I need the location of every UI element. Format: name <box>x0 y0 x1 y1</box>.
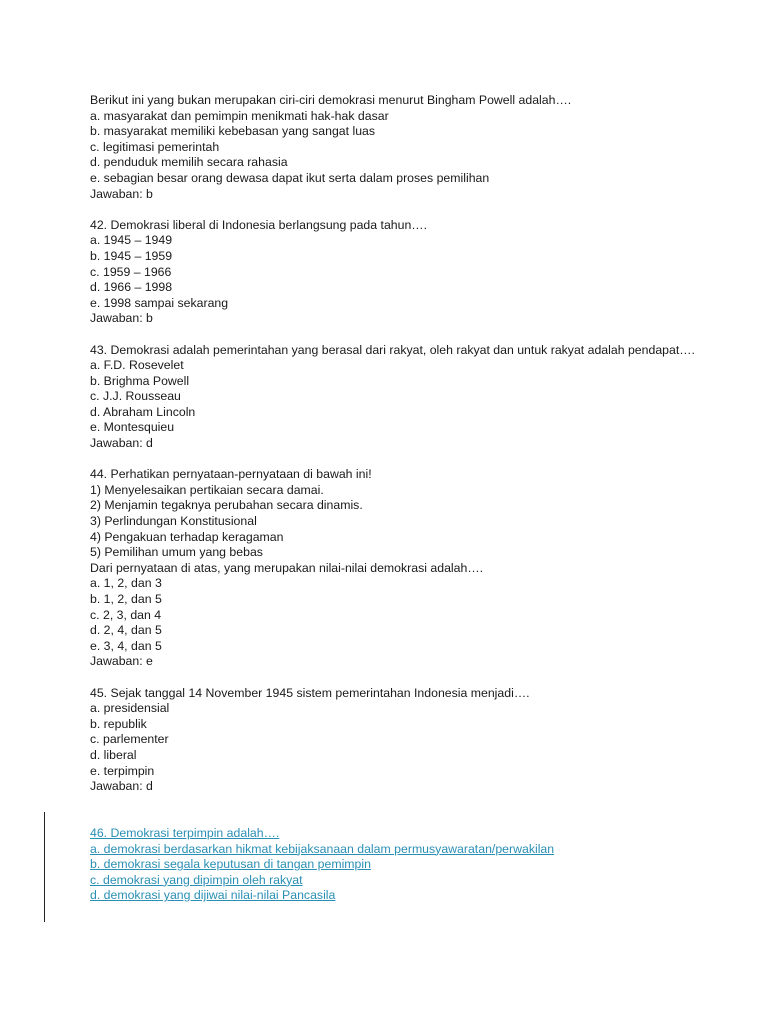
statement-3: 3) Perlindungan Konstitusional <box>90 514 257 529</box>
question-block-44 <box>90 467 730 670</box>
question-block-46 <box>90 826 730 904</box>
option-e: e. sebagian besar orang dewasa dapat ikut serta dalam proses pemilihan <box>90 170 490 185</box>
option-d: d. liberal <box>90 747 137 762</box>
option-a-link[interactable]: a. demokrasi berdasarkan hikmat kebijaksanaan dalam permusyawaratan/perwakilan <box>90 841 555 856</box>
option-c: c. legitimasi pemerintah <box>90 139 220 154</box>
option-e: e. Montesquieu <box>90 420 175 435</box>
option-b: b. 1, 2, dan 5 <box>90 592 162 606</box>
option-c: c. parlementer <box>90 732 169 747</box>
option-e: e. 1998 sampai sekarang <box>90 295 229 310</box>
option-d-link[interactable]: d. demokrasi yang dijiwai nilai-nilai Pancasila <box>90 888 336 903</box>
question-text: 44. Perhatikan pernyataan-pernyataan di bawah ini! <box>90 467 372 482</box>
question-text: 45. Sejak tanggal 14 November 1945 sistem pemerintahan Indonesia menjadi…. <box>90 685 530 700</box>
option-e: e. terpimpin <box>90 763 155 778</box>
option-c: c. J.J. Rousseau <box>90 389 181 404</box>
option-b-link[interactable]: b. demokrasi segala keputusan di tangan pemimpin <box>90 857 371 872</box>
option-d: d. 2, 4, dan 5 <box>90 623 162 638</box>
margin-line <box>44 812 45 922</box>
answer: Jawaban: b <box>90 186 153 201</box>
answer: Jawaban: e <box>90 654 153 669</box>
option-c: c. 2, 3, dan 4 <box>90 607 162 622</box>
option-b: b. 1945 – 1959 <box>90 248 173 263</box>
document-page <box>90 93 730 904</box>
option-a: a. 1, 2, dan 3 <box>90 576 162 591</box>
option-c-link[interactable]: c. demokrasi yang dipimpin oleh rakyat <box>90 872 303 887</box>
option-a: a. 1945 – 1949 <box>90 233 173 248</box>
option-a: a. presidensial <box>90 701 170 716</box>
question-text: 43. Demokrasi adalah pemerintahan yang berasal dari rakyat, oleh rakyat dan untuk rakyat adalah pendapat…. <box>90 342 695 357</box>
option-d: d. Abraham Lincoln <box>90 404 196 419</box>
answer: Jawaban: b <box>90 311 153 326</box>
question-text: 42. Demokrasi liberal di Indonesia berlangsung pada tahun…. <box>90 217 428 232</box>
question-block-43 <box>90 343 730 452</box>
option-e: e. 3, 4, dan 5 <box>90 638 162 653</box>
question-prompt: Dari pernyataan di atas, yang merupakan nilai-nilai demokrasi adalah…. <box>90 560 484 575</box>
statement-2: 2) Menjamin tegaknya perubahan secara dinamis. <box>90 498 363 513</box>
question-block-intro <box>90 93 730 202</box>
question-link[interactable]: 46. Demokrasi terpimpin adalah…. <box>90 825 280 840</box>
statement-5: 5) Pemilihan umum yang bebas <box>90 545 263 560</box>
option-a: a. masyarakat dan pemimpin menikmati hak-hak dasar <box>90 108 389 123</box>
option-c: c. 1959 – 1966 <box>90 264 172 279</box>
option-a: a. F.D. Rosevelet <box>90 358 184 373</box>
question-text: Berikut ini yang bukan merupakan ciri-ciri demokrasi menurut Bingham Powell adalah…. <box>90 93 572 107</box>
option-b: b. masyarakat memiliki kebebasan yang sangat luas <box>90 124 376 139</box>
question-block-45 <box>90 686 730 795</box>
answer: Jawaban: d <box>90 779 153 794</box>
question-block-42 <box>90 218 730 327</box>
statement-1: 1) Menyelesaikan pertikaian secara damai. <box>90 482 324 497</box>
answer: Jawaban: d <box>90 436 153 451</box>
option-b: b. republik <box>90 716 147 731</box>
option-d: d. 1966 – 1998 <box>90 280 173 295</box>
option-b: b. Brighma Powell <box>90 373 190 388</box>
statement-4: 4) Pengakuan terhadap keragaman <box>90 529 284 544</box>
option-d: d. penduduk memilih secara rahasia <box>90 155 288 170</box>
